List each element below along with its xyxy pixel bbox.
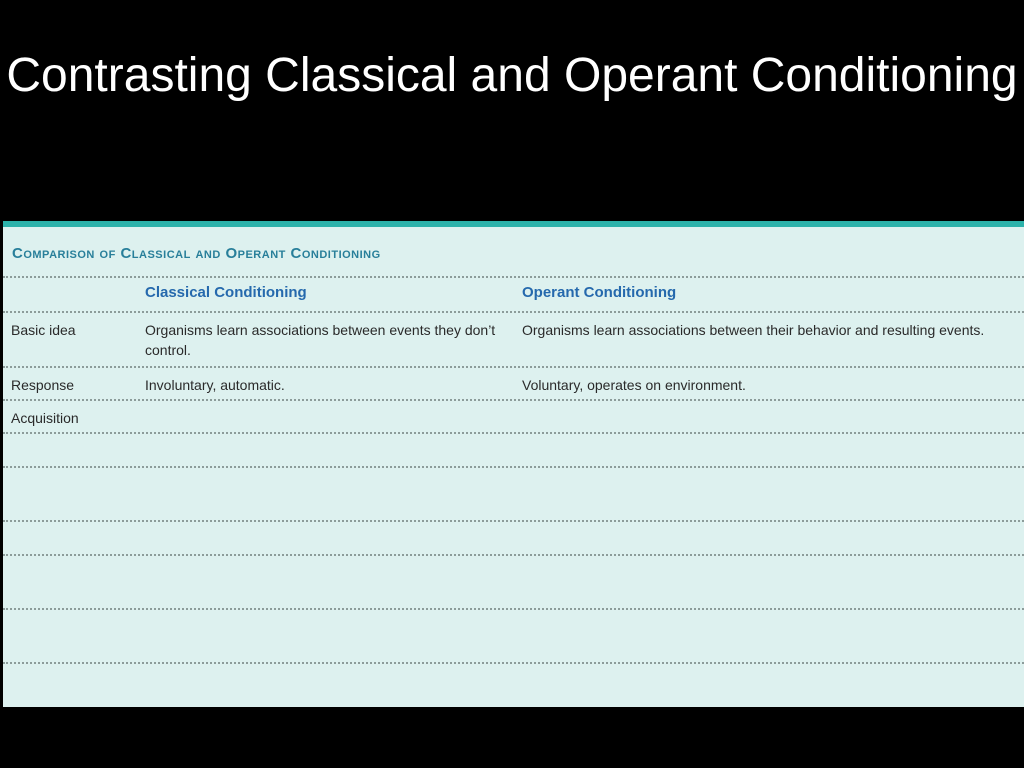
table-rule [3,366,1024,368]
cell-basic-idea-classical: Organisms learn associations between events they don’t control. [145,322,496,358]
table-heading: Comparison of Classical and Operant Conditioning [12,245,381,262]
row-label-acquisition: Acquisition [11,410,79,426]
comparison-table [3,221,1024,707]
table-rule [3,399,1024,401]
cell-response-operant: Voluntary, operates on environment. [522,377,746,393]
table-rule [3,662,1024,664]
table-rule [3,608,1024,610]
column-header-classical: Classical Conditioning [145,284,307,301]
table-rule [3,311,1024,313]
row-label-basic-idea: Basic idea [11,322,76,338]
row-label-response: Response [11,377,75,393]
cell-basic-idea-operant: Organisms learn associations between their behavior and resulting events. [522,322,985,338]
table-rule [3,466,1024,468]
cell-response-classical: Involuntary, automatic. [145,377,285,393]
table-rule [3,554,1024,556]
column-header-operant: Operant Conditioning [522,284,677,301]
table-rule [3,276,1024,278]
slide-title: Contrasting Classical and Operant Conditioning [6,49,1018,102]
table-rule [3,432,1024,434]
table-rule [3,520,1024,522]
